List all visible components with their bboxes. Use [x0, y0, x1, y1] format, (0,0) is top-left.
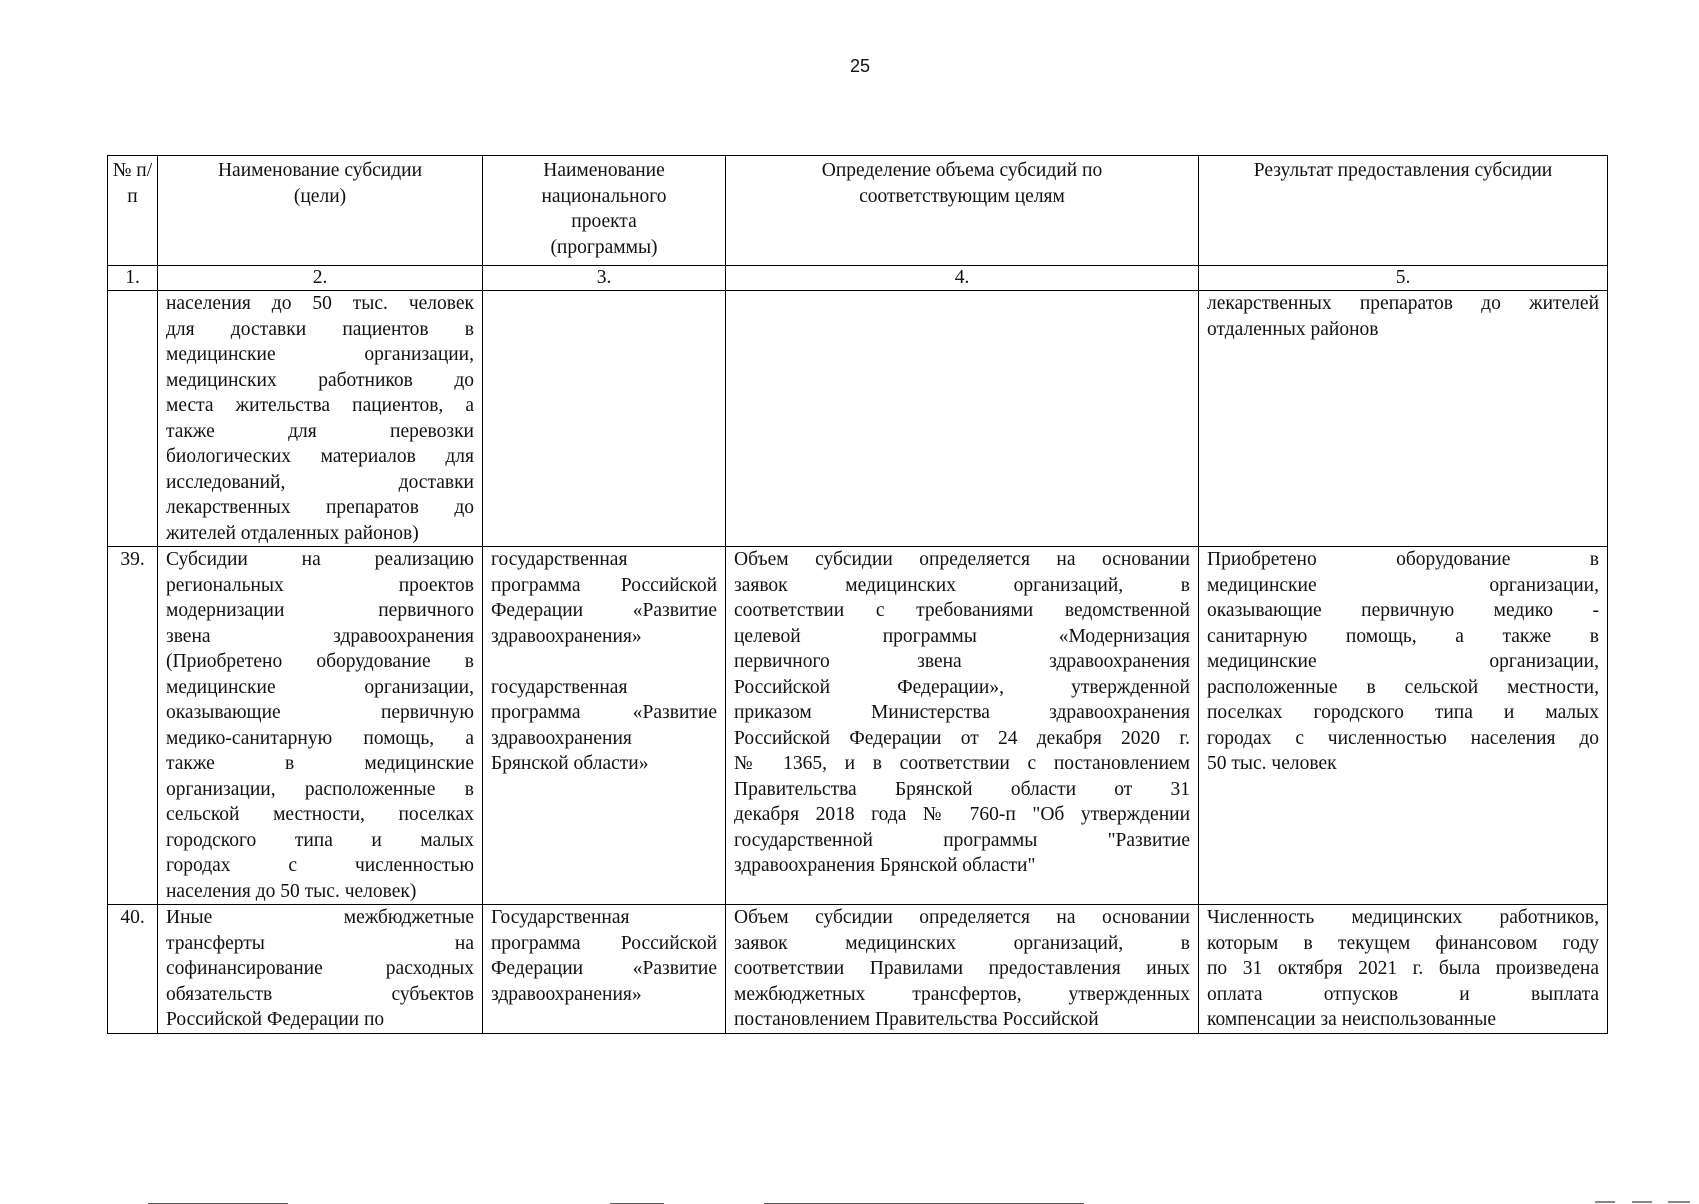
- text-line: также для перевозки: [166, 420, 474, 442]
- page-number: 25: [849, 56, 871, 76]
- text-line: Объем субсидии определяется на основании: [734, 907, 1190, 928]
- text-line: здравоохранения»: [491, 983, 642, 1005]
- text-line: медицинские организации,: [166, 344, 474, 365]
- text-line: декабря 2018 года № 760-п "Об утверждении: [734, 804, 1190, 825]
- text-line: обязательств субъектов: [166, 983, 474, 1005]
- text-line: которым в текущем финансовом году: [1207, 932, 1599, 954]
- text-line: модернизации первичного: [166, 600, 474, 621]
- text-line: по 31 октября 2021 г. была произведена: [1207, 958, 1599, 979]
- text-line: расположенные в сельской местности,: [1207, 676, 1599, 698]
- volume-determination-cell: [726, 905, 1199, 1034]
- column-number-row: [108, 266, 1608, 291]
- text-line: медицинские организации,: [166, 676, 474, 698]
- text-line: лекарственных препаратов до: [166, 497, 474, 518]
- text-line: № 1365, и в соответствии с постановлением: [734, 753, 1190, 774]
- text-line: санитарную помощь, а также в: [1207, 625, 1599, 647]
- table-row: [108, 291, 1608, 547]
- text-line: для доставки пациентов в: [166, 318, 474, 340]
- table-row: [108, 905, 1608, 1034]
- text-line: межбюджетных трансфертов, утвержденных: [734, 983, 1190, 1005]
- text-line: оказывающие первичную медико -: [1207, 600, 1599, 621]
- text-line: Брянской области»: [491, 753, 649, 774]
- text-line: соответствии с требованиями ведомственной: [734, 600, 1190, 621]
- text-line: организации, расположенные в: [166, 778, 474, 800]
- text-line: Федерации «Развитие: [491, 600, 717, 621]
- text-line: заявок медицинских организаций, в: [734, 932, 1190, 954]
- text-line: софинансирование расходных: [166, 958, 474, 979]
- header-volume-determination: Определение объема субсидий по соответствующим целям: [726, 156, 1199, 266]
- text-line: здравоохранения Брянской области": [734, 855, 1036, 876]
- text-line: звена здравоохранения: [166, 625, 474, 647]
- text-line: городского типа и малых: [166, 829, 474, 851]
- text-line: медицинские организации,: [1207, 574, 1599, 596]
- text-line: Объем субсидии определяется на основании: [734, 549, 1190, 570]
- text-line: Численность медицинских работников,: [1207, 907, 1599, 928]
- volume-determination-cell: [726, 291, 1199, 547]
- text-line: Российской Федерации по: [166, 1009, 385, 1030]
- text-line: жителей отдаленных районов): [166, 522, 419, 544]
- text-line: городах с численностью населения до: [1207, 727, 1599, 749]
- text-line: трансферты на: [166, 932, 474, 954]
- header-subsidy-name: Наименование субсидии (цели): [158, 156, 483, 266]
- text-line: медико-санитарную помощь, а: [166, 727, 474, 749]
- text-line: заявок медицинских организаций, в: [734, 574, 1190, 596]
- row-number: 39.: [108, 547, 158, 905]
- text-line: Субсидии на реализацию: [166, 549, 474, 570]
- column-number-5: 5.: [1199, 266, 1608, 291]
- text-line: государственной программы "Развитие: [734, 829, 1190, 851]
- footer-dash: [1668, 1201, 1690, 1203]
- text-line: компенсации за неиспользованные: [1207, 1009, 1496, 1030]
- text-line: целевой программы «Модернизация: [734, 625, 1190, 647]
- text-line: лекарственных препаратов до жителей: [1207, 293, 1599, 314]
- footer-dash: [1595, 1201, 1615, 1203]
- text-line: места жительства пациентов, а: [166, 395, 474, 416]
- result-cell: [1199, 547, 1608, 905]
- text-line: (Приобретено оборудование в: [166, 651, 474, 672]
- text-line: здравоохранения: [491, 727, 632, 749]
- text-line: населения до 50 тыс. человек): [166, 880, 417, 902]
- column-number-4: 4.: [726, 266, 1199, 291]
- text-line: медицинские организации,: [1207, 651, 1599, 672]
- text-line: Иные межбюджетные: [166, 907, 474, 928]
- text-line: 50 тыс. человек: [1207, 753, 1337, 774]
- text-line: здравоохранения»: [491, 625, 642, 647]
- table-body: [108, 291, 1608, 1034]
- national-project-cell: [483, 291, 726, 547]
- subsidy-name-cell: [158, 547, 483, 905]
- header-row: [108, 156, 1608, 266]
- text-line: Приобретено оборудование в: [1207, 549, 1599, 570]
- text-line: поселках городского типа и малых: [1207, 702, 1599, 723]
- column-number-1: 1.: [108, 266, 158, 291]
- text-line: государственная: [491, 676, 628, 698]
- text-line: Федерации «Развитие: [491, 958, 717, 979]
- header-number: № п/п: [108, 156, 158, 266]
- text-line: оплата отпусков и выплата: [1207, 983, 1599, 1005]
- text-line: также в медицинские: [166, 753, 474, 774]
- text-line: приказом Министерства здравоохранения: [734, 702, 1190, 723]
- text-line: первичного звена здравоохранения: [734, 651, 1190, 672]
- national-project-cell: [483, 547, 726, 905]
- national-project-cell: [483, 905, 726, 1034]
- text-line: программа Российской: [491, 932, 717, 954]
- column-number-2: 2.: [158, 266, 483, 291]
- text-line: Российской Федерации», утвержденной: [734, 676, 1190, 698]
- subsidy-name-cell: [158, 291, 483, 547]
- text-line: городах с численностью: [166, 855, 474, 876]
- blank-line: [491, 649, 717, 675]
- row-number: [108, 291, 158, 547]
- header-result: Результат предоставления субсидии: [1199, 156, 1608, 266]
- text-line: оказывающие первичную: [166, 702, 474, 723]
- column-number-3: 3.: [483, 266, 726, 291]
- text-line: населения до 50 тыс. человек: [166, 293, 474, 314]
- text-line: постановлением Правительства Российской: [734, 1009, 1099, 1030]
- header-national-project: Наименование национального проекта (программы): [483, 156, 726, 266]
- volume-determination-cell: [726, 547, 1199, 905]
- text-line: биологических материалов для: [166, 446, 474, 467]
- text-line: медицинских работников до: [166, 369, 474, 391]
- text-line: соответствии Правилами предоставления иных: [734, 958, 1190, 979]
- text-line: исследований, доставки: [166, 471, 474, 493]
- subsidy-name-cell: [158, 905, 483, 1034]
- text-line: программа Российской: [491, 574, 717, 596]
- subsidy-table: [107, 155, 1608, 1034]
- table-row: [108, 547, 1608, 905]
- footer-dash: [1632, 1201, 1652, 1203]
- text-line: программа «Развитие: [491, 702, 717, 723]
- row-number: 40.: [108, 905, 158, 1034]
- text-line: Государственная: [491, 907, 630, 928]
- result-cell: [1199, 291, 1608, 547]
- text-line: сельской местности, поселках: [166, 804, 474, 825]
- text-line: отдаленных районов: [1207, 318, 1379, 340]
- text-line: Правительства Брянской области от 31: [734, 778, 1190, 800]
- text-line: государственная: [491, 549, 628, 570]
- text-line: региональных проектов: [166, 574, 474, 596]
- text-line: Российской Федерации от 24 декабря 2020 г.: [734, 727, 1190, 749]
- result-cell: [1199, 905, 1608, 1034]
